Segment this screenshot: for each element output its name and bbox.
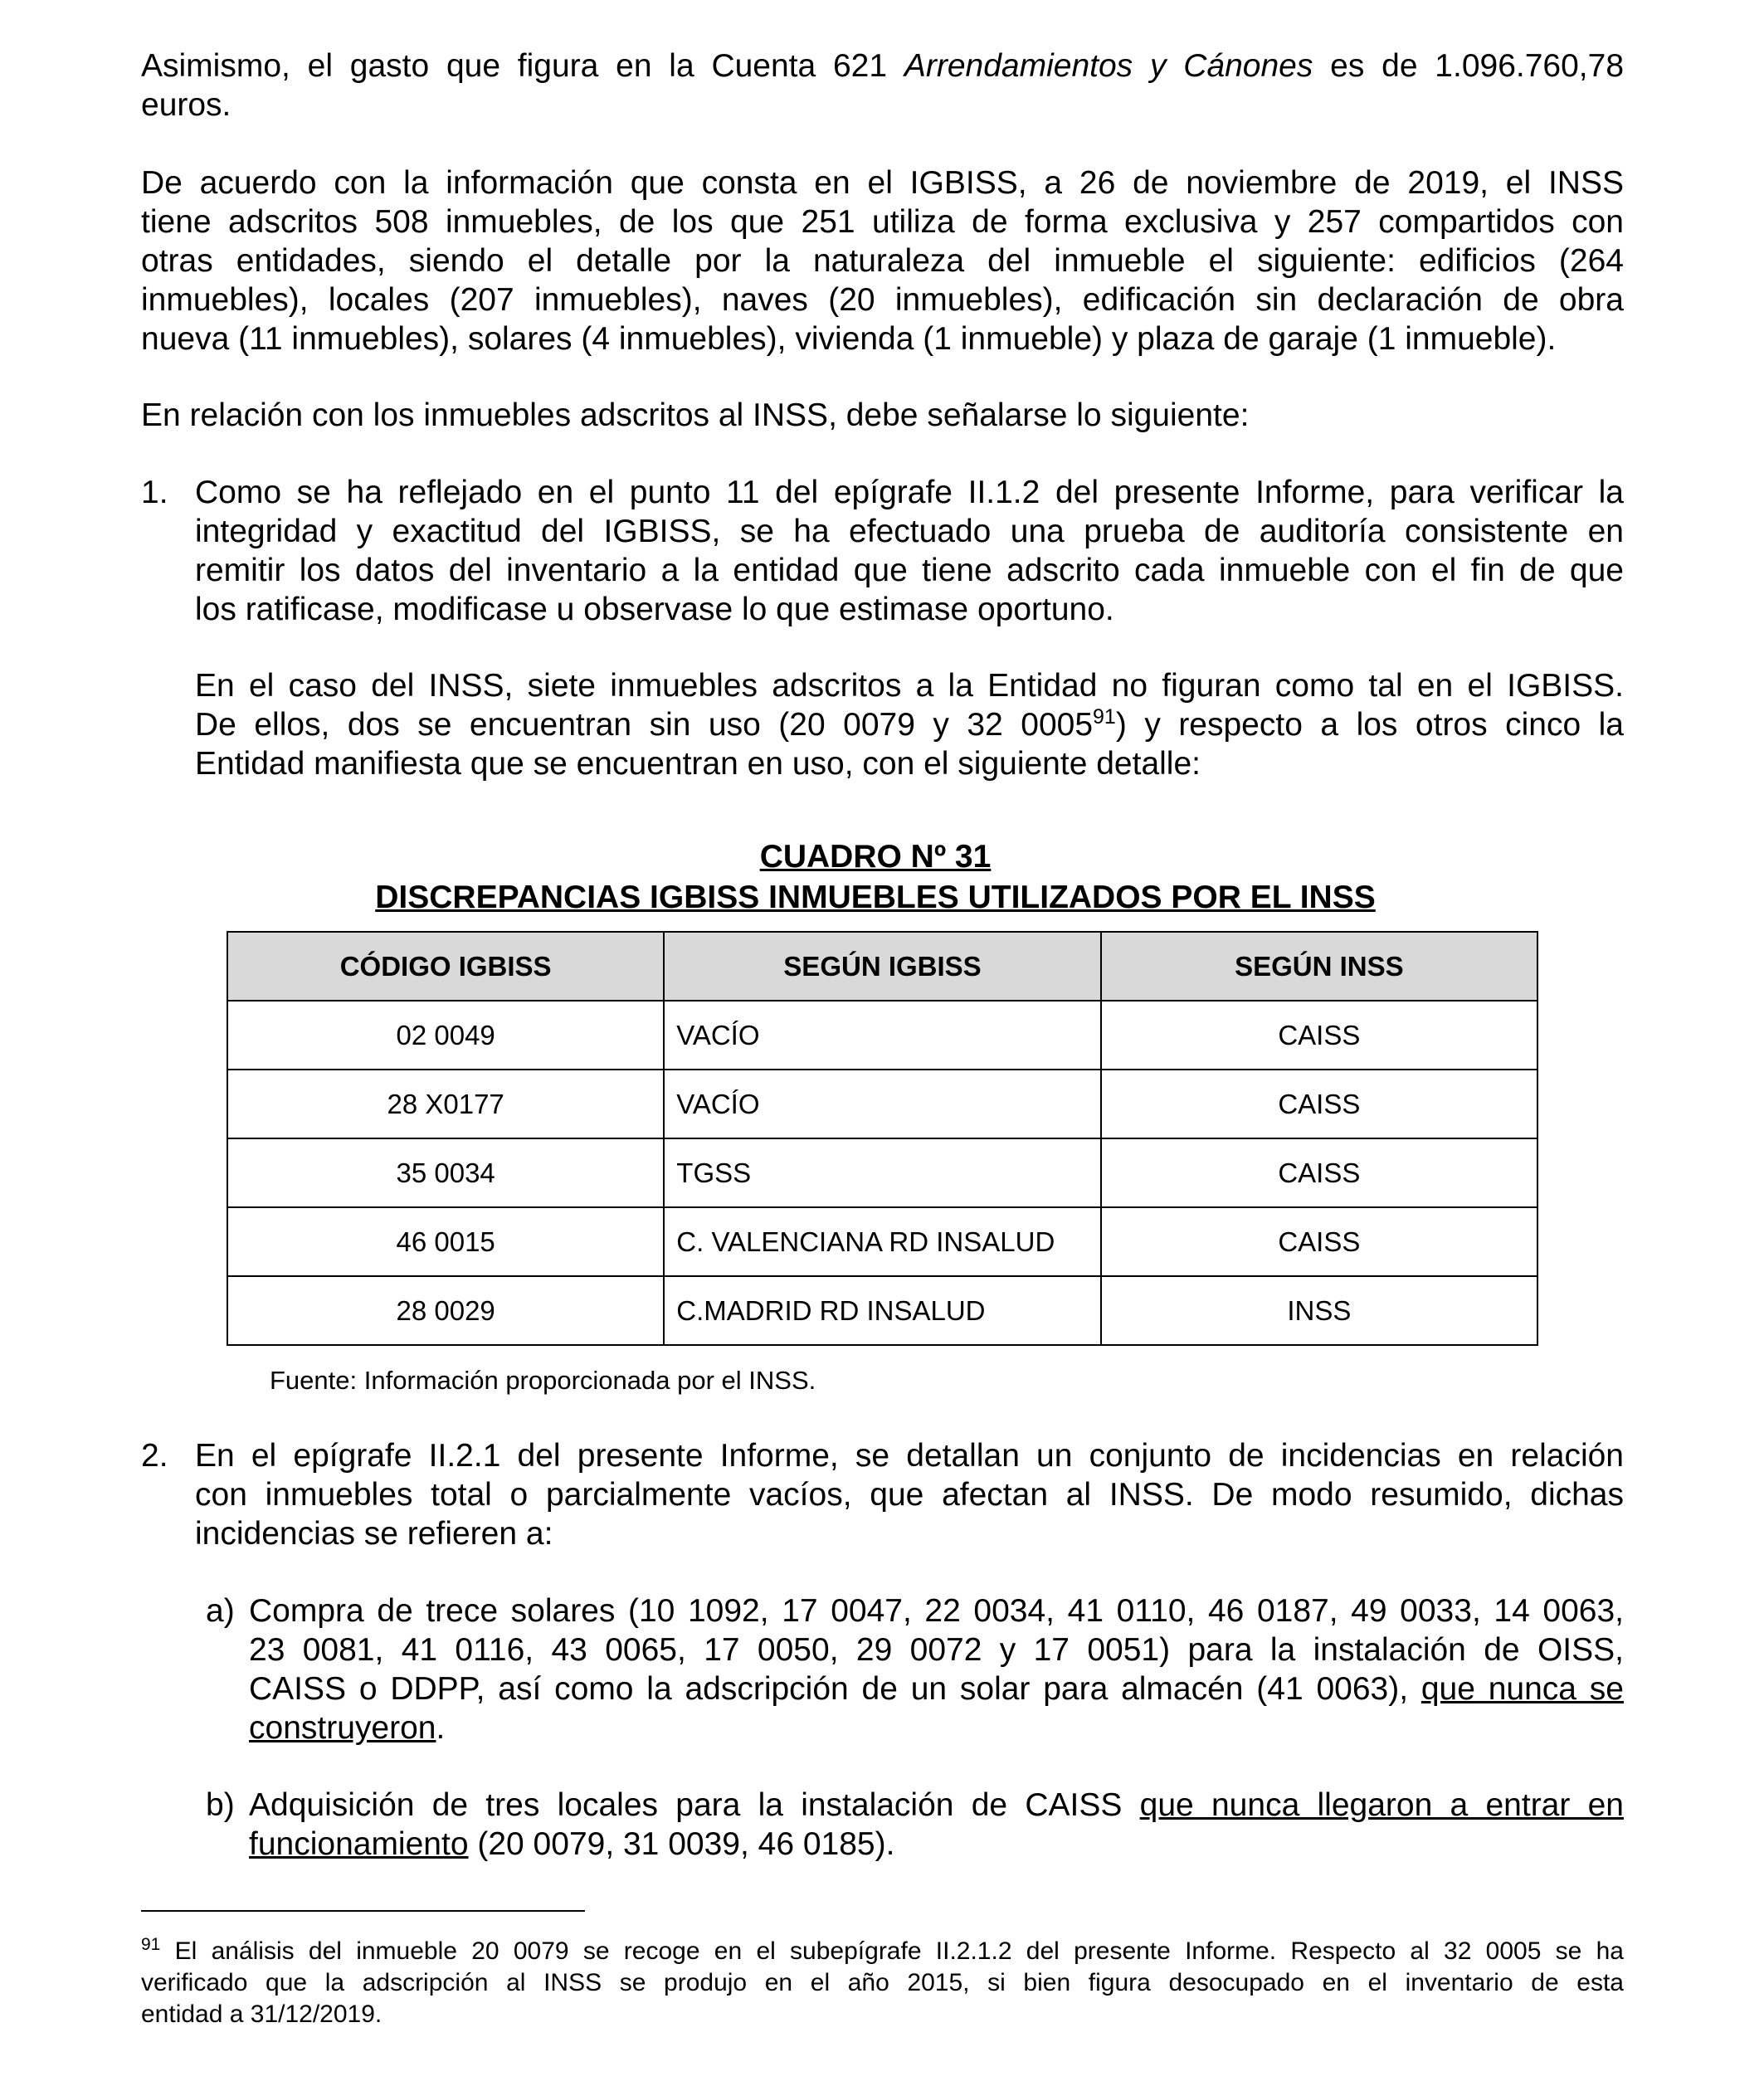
list-number-1: 1. — [141, 475, 168, 510]
paragraph-line: integridad y exactitud del IGBISS, se ha efectuado una prueba de auditoría consistente en — [195, 514, 1624, 549]
cell-codigo: 35 0034 — [227, 1138, 664, 1207]
underlined-text: que nunca llegaron a entrar en — [1139, 1787, 1624, 1823]
paragraph-line: Como se ha reflejado en el punto 11 del epígrafe II.1.2 del presente Informe, para verificar la — [195, 475, 1624, 510]
cell-segun-inss: CAISS — [1101, 1001, 1537, 1070]
cell-codigo: 02 0049 — [227, 1001, 664, 1070]
account-name-italic: Arrendamientos y Cánones — [904, 48, 1313, 84]
column-header-segun-inss: SEGÚN INSS — [1101, 932, 1537, 1001]
table-row — [227, 1001, 1537, 1070]
cell-segun-inss: CAISS — [1101, 1207, 1537, 1276]
footnote-line: verificado que la adscripción al INSS se produjo en el año 2015, si bien figura desocupado en el inventario de esta — [141, 1969, 1624, 1996]
table-title-caption: DISCREPANCIAS IGBISS INMUEBLES UTILIZADOS POR EL INSS — [375, 880, 1376, 915]
cell-segun-inss: CAISS — [1101, 1070, 1537, 1138]
table-header-row — [227, 932, 1537, 1001]
table-source-note: Fuente: Información proporcionada por el INSS. — [270, 1366, 816, 1395]
sub-item-b-label: b) — [206, 1787, 235, 1823]
cell-segun-igbiss: C.MADRID RD INSALUD — [664, 1276, 1100, 1345]
table-row — [227, 1138, 1537, 1207]
list-item-2-text — [195, 1436, 1624, 1553]
paragraph-line: los ratificase, modificase u observase lo que estimase oportuno. — [195, 592, 1114, 627]
footnote-line: entidad a 31/12/2019. — [141, 2001, 383, 2028]
cell-segun-igbiss: VACÍO — [664, 1070, 1100, 1138]
paragraph-inmuebles — [141, 163, 1624, 358]
paragraph-line: De acuerdo con la información que consta en el IGBISS, a 26 de noviembre de 2019, el INSS — [141, 165, 1624, 201]
paragraph-line: Compra de trece solares (10 1092, 17 0047, 22 0034, 41 0110, 46 0187, 49 0033, 14 0063, — [249, 1593, 1624, 1629]
table-title — [141, 836, 1610, 918]
paragraph-line: inmuebles), locales (207 inmuebles), naves (20 inmuebles), edificación sin declaración de obra — [141, 282, 1624, 318]
sub-item-b-text — [249, 1786, 1624, 1864]
paragraph-line: Adquisición de tres locales para la instalación de CAISS que nunca llegaron a entrar en — [249, 1787, 1624, 1823]
sub-item-a-text — [249, 1591, 1624, 1747]
cell-codigo: 28 X0177 — [227, 1070, 664, 1138]
footnote-91 — [141, 1936, 1624, 2030]
footnote-marker: 91 — [141, 1935, 161, 1954]
paragraph-line: En relación con los inmuebles adscritos al INSS, debe señalarse lo siguiente: — [141, 397, 1250, 433]
paragraph-gasto — [141, 46, 1624, 124]
paragraph-line: tiene adscritos 508 inmuebles, de los que 251 utiliza de forma exclusiva y 257 compartidos con — [141, 204, 1624, 240]
paragraph-line: construyeron. — [249, 1710, 446, 1746]
table-title-number: CUADRO Nº 31 — [759, 839, 992, 875]
discrepancies-table — [227, 931, 1538, 1346]
paragraph-line: CAISS o DDPP, así como la adscripción de un solar para almacén (41 0063), que nunca se — [249, 1671, 1624, 1707]
table-row — [227, 1276, 1537, 1345]
paragraph-line: con inmuebles total o parcialmente vacíos, que afectan al INSS. De modo resumido, dichas — [195, 1477, 1624, 1513]
underlined-text: funcionamiento — [249, 1826, 469, 1862]
paragraph-relacion — [141, 396, 1624, 435]
paragraph-line: remitir los datos del inventario a la entidad que tiene adscrito cada inmueble con el fin de que — [195, 553, 1624, 588]
paragraph-line: 23 0081, 41 0116, 43 0065, 17 0050, 29 0072 y 17 0051) para la instalación de OISS, — [249, 1632, 1624, 1668]
paragraph-line: De ellos, dos se encuentran sin uso (20 0079 y 32 0005$^{91}$) y respecto a los otros cinco la — [195, 705, 1624, 743]
list-number-2: 2. — [141, 1438, 168, 1474]
cell-codigo: 28 0029 — [227, 1276, 664, 1345]
paragraph-line: otras entidades, siendo el detalle por la naturaleza del inmueble el siguiente: edificios (264 — [141, 243, 1624, 279]
table-row — [227, 1207, 1537, 1276]
column-header-codigo: CÓDIGO IGBISS — [227, 932, 664, 1001]
cell-segun-igbiss: TGSS — [664, 1138, 1100, 1207]
cell-segun-inss: CAISS — [1101, 1138, 1537, 1207]
paragraph-line: incidencias se refieren a: — [195, 1516, 553, 1552]
list-item-1-detail — [195, 666, 1624, 783]
paragraph-line: euros. — [141, 87, 231, 123]
paragraph-line: En el epígrafe II.2.1 del presente Informe, se detallan un conjunto de incidencias en relación — [195, 1438, 1624, 1474]
cell-segun-inss: INSS — [1101, 1276, 1537, 1345]
paragraph-line: nueva (11 inmuebles), solares (4 inmuebles), vivienda (1 inmueble) y plaza de garaje (1 inmueble). — [141, 321, 1557, 357]
cell-segun-igbiss: VACÍO — [664, 1001, 1100, 1070]
table-row — [227, 1070, 1537, 1138]
sub-item-a-label: a) — [206, 1593, 235, 1629]
footnote-ref-91[interactable]: 91 — [1093, 705, 1116, 729]
underlined-text: construyeron — [249, 1710, 436, 1746]
cell-segun-igbiss: C. VALENCIANA RD INSALUD — [664, 1207, 1100, 1276]
paragraph-line: funcionamiento (20 0079, 31 0039, 46 0185). — [249, 1826, 895, 1862]
paragraph-line: Entidad manifiesta que se encuentran en uso, con el siguiente detalle: — [195, 746, 1201, 782]
paragraph-line: Asimismo, el gasto que figura en la Cuenta 621 Arrendamientos y Cánones es de 1.096.760,78 — [141, 48, 1625, 84]
underlined-text: que nunca se — [1420, 1671, 1624, 1707]
footnote-line: $^{91}$ El análisis del inmueble 20 0079 se recoge en el subepígrafe II.2.1.2 del presente Informe. Respecto al 32 0005 se ha — [141, 1935, 1624, 1965]
paragraph-line: En el caso del INSS, siete inmuebles adscritos a la Entidad no figuran como tal en el IGBISS. — [195, 668, 1624, 704]
column-header-segun-igbiss: SEGÚN IGBISS — [664, 932, 1100, 1001]
footnote-separator — [141, 1910, 585, 1912]
list-item-1-text — [195, 473, 1624, 629]
cell-codigo: 46 0015 — [227, 1207, 664, 1276]
